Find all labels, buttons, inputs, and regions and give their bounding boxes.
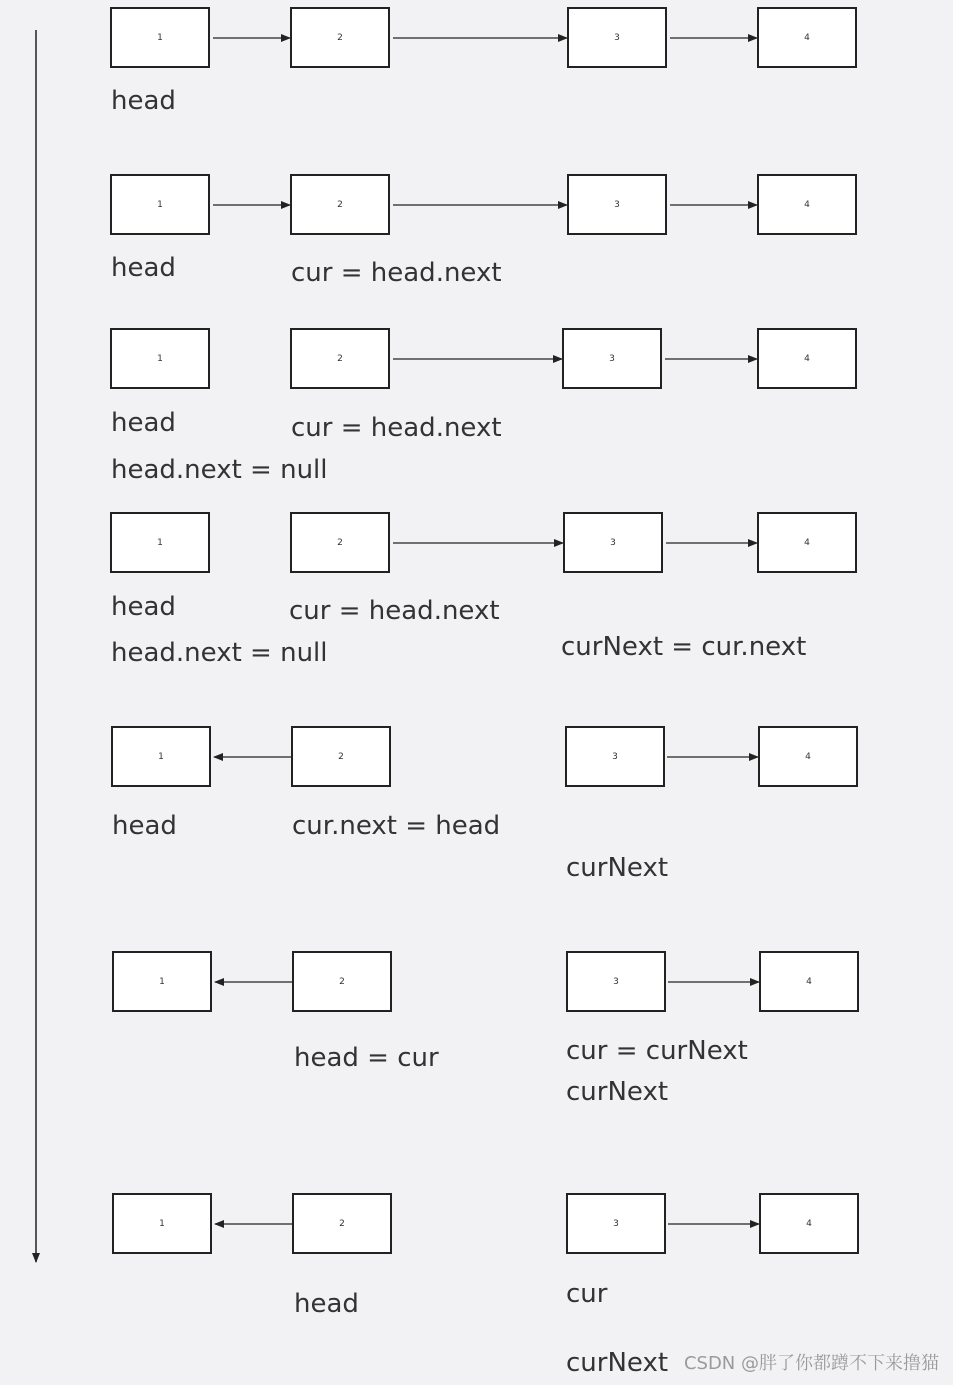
code-label: cur = head.next bbox=[289, 596, 500, 626]
list-node: 4 bbox=[757, 174, 857, 235]
list-node: 2 bbox=[290, 512, 390, 573]
code-label: head.next = null bbox=[111, 638, 328, 668]
list-node: 4 bbox=[757, 328, 857, 389]
list-node: 1 bbox=[112, 1193, 212, 1254]
pointer-label: curNext bbox=[566, 1348, 669, 1378]
list-node: 1 bbox=[110, 512, 210, 573]
code-label: head = cur bbox=[294, 1043, 439, 1073]
pointer-label: curNext bbox=[566, 853, 669, 883]
list-node: 3 bbox=[567, 7, 667, 68]
list-node: 4 bbox=[757, 7, 857, 68]
pointer-label: head bbox=[111, 86, 176, 116]
pointer-label: head bbox=[111, 253, 176, 283]
code-label: curNext = cur.next bbox=[561, 632, 807, 662]
pointer-label: head bbox=[112, 811, 177, 841]
pointer-label: head bbox=[111, 408, 176, 438]
list-node: 2 bbox=[291, 726, 391, 787]
list-node: 1 bbox=[112, 951, 212, 1012]
watermark: CSDN @胖了你都蹲不下来撸猫 bbox=[683, 1353, 939, 1374]
code-label: cur = head.next bbox=[291, 413, 502, 443]
list-node: 2 bbox=[292, 1193, 392, 1254]
list-node: 3 bbox=[562, 328, 662, 389]
list-node: 1 bbox=[110, 7, 210, 68]
list-node: 3 bbox=[563, 512, 663, 573]
list-node: 4 bbox=[759, 1193, 859, 1254]
list-node: 1 bbox=[110, 328, 210, 389]
code-label: cur = curNext bbox=[566, 1036, 748, 1066]
list-node: 2 bbox=[292, 951, 392, 1012]
list-node: 1 bbox=[111, 726, 211, 787]
pointer-label: head bbox=[111, 592, 176, 622]
pointer-label: curNext bbox=[566, 1077, 669, 1107]
list-node: 3 bbox=[566, 1193, 666, 1254]
pointer-label: head bbox=[294, 1289, 359, 1319]
list-node: 1 bbox=[110, 174, 210, 235]
pointer-label: cur bbox=[566, 1279, 608, 1309]
list-node: 4 bbox=[757, 512, 857, 573]
list-node: 3 bbox=[565, 726, 665, 787]
list-node: 2 bbox=[290, 328, 390, 389]
code-label: head.next = null bbox=[111, 455, 328, 485]
list-node: 4 bbox=[759, 951, 859, 1012]
list-node: 3 bbox=[566, 951, 666, 1012]
code-label: cur.next = head bbox=[292, 811, 501, 841]
list-node: 3 bbox=[567, 174, 667, 235]
code-label: cur = head.next bbox=[291, 258, 502, 288]
list-node: 2 bbox=[290, 174, 390, 235]
list-node: 4 bbox=[758, 726, 858, 787]
list-node: 2 bbox=[290, 7, 390, 68]
